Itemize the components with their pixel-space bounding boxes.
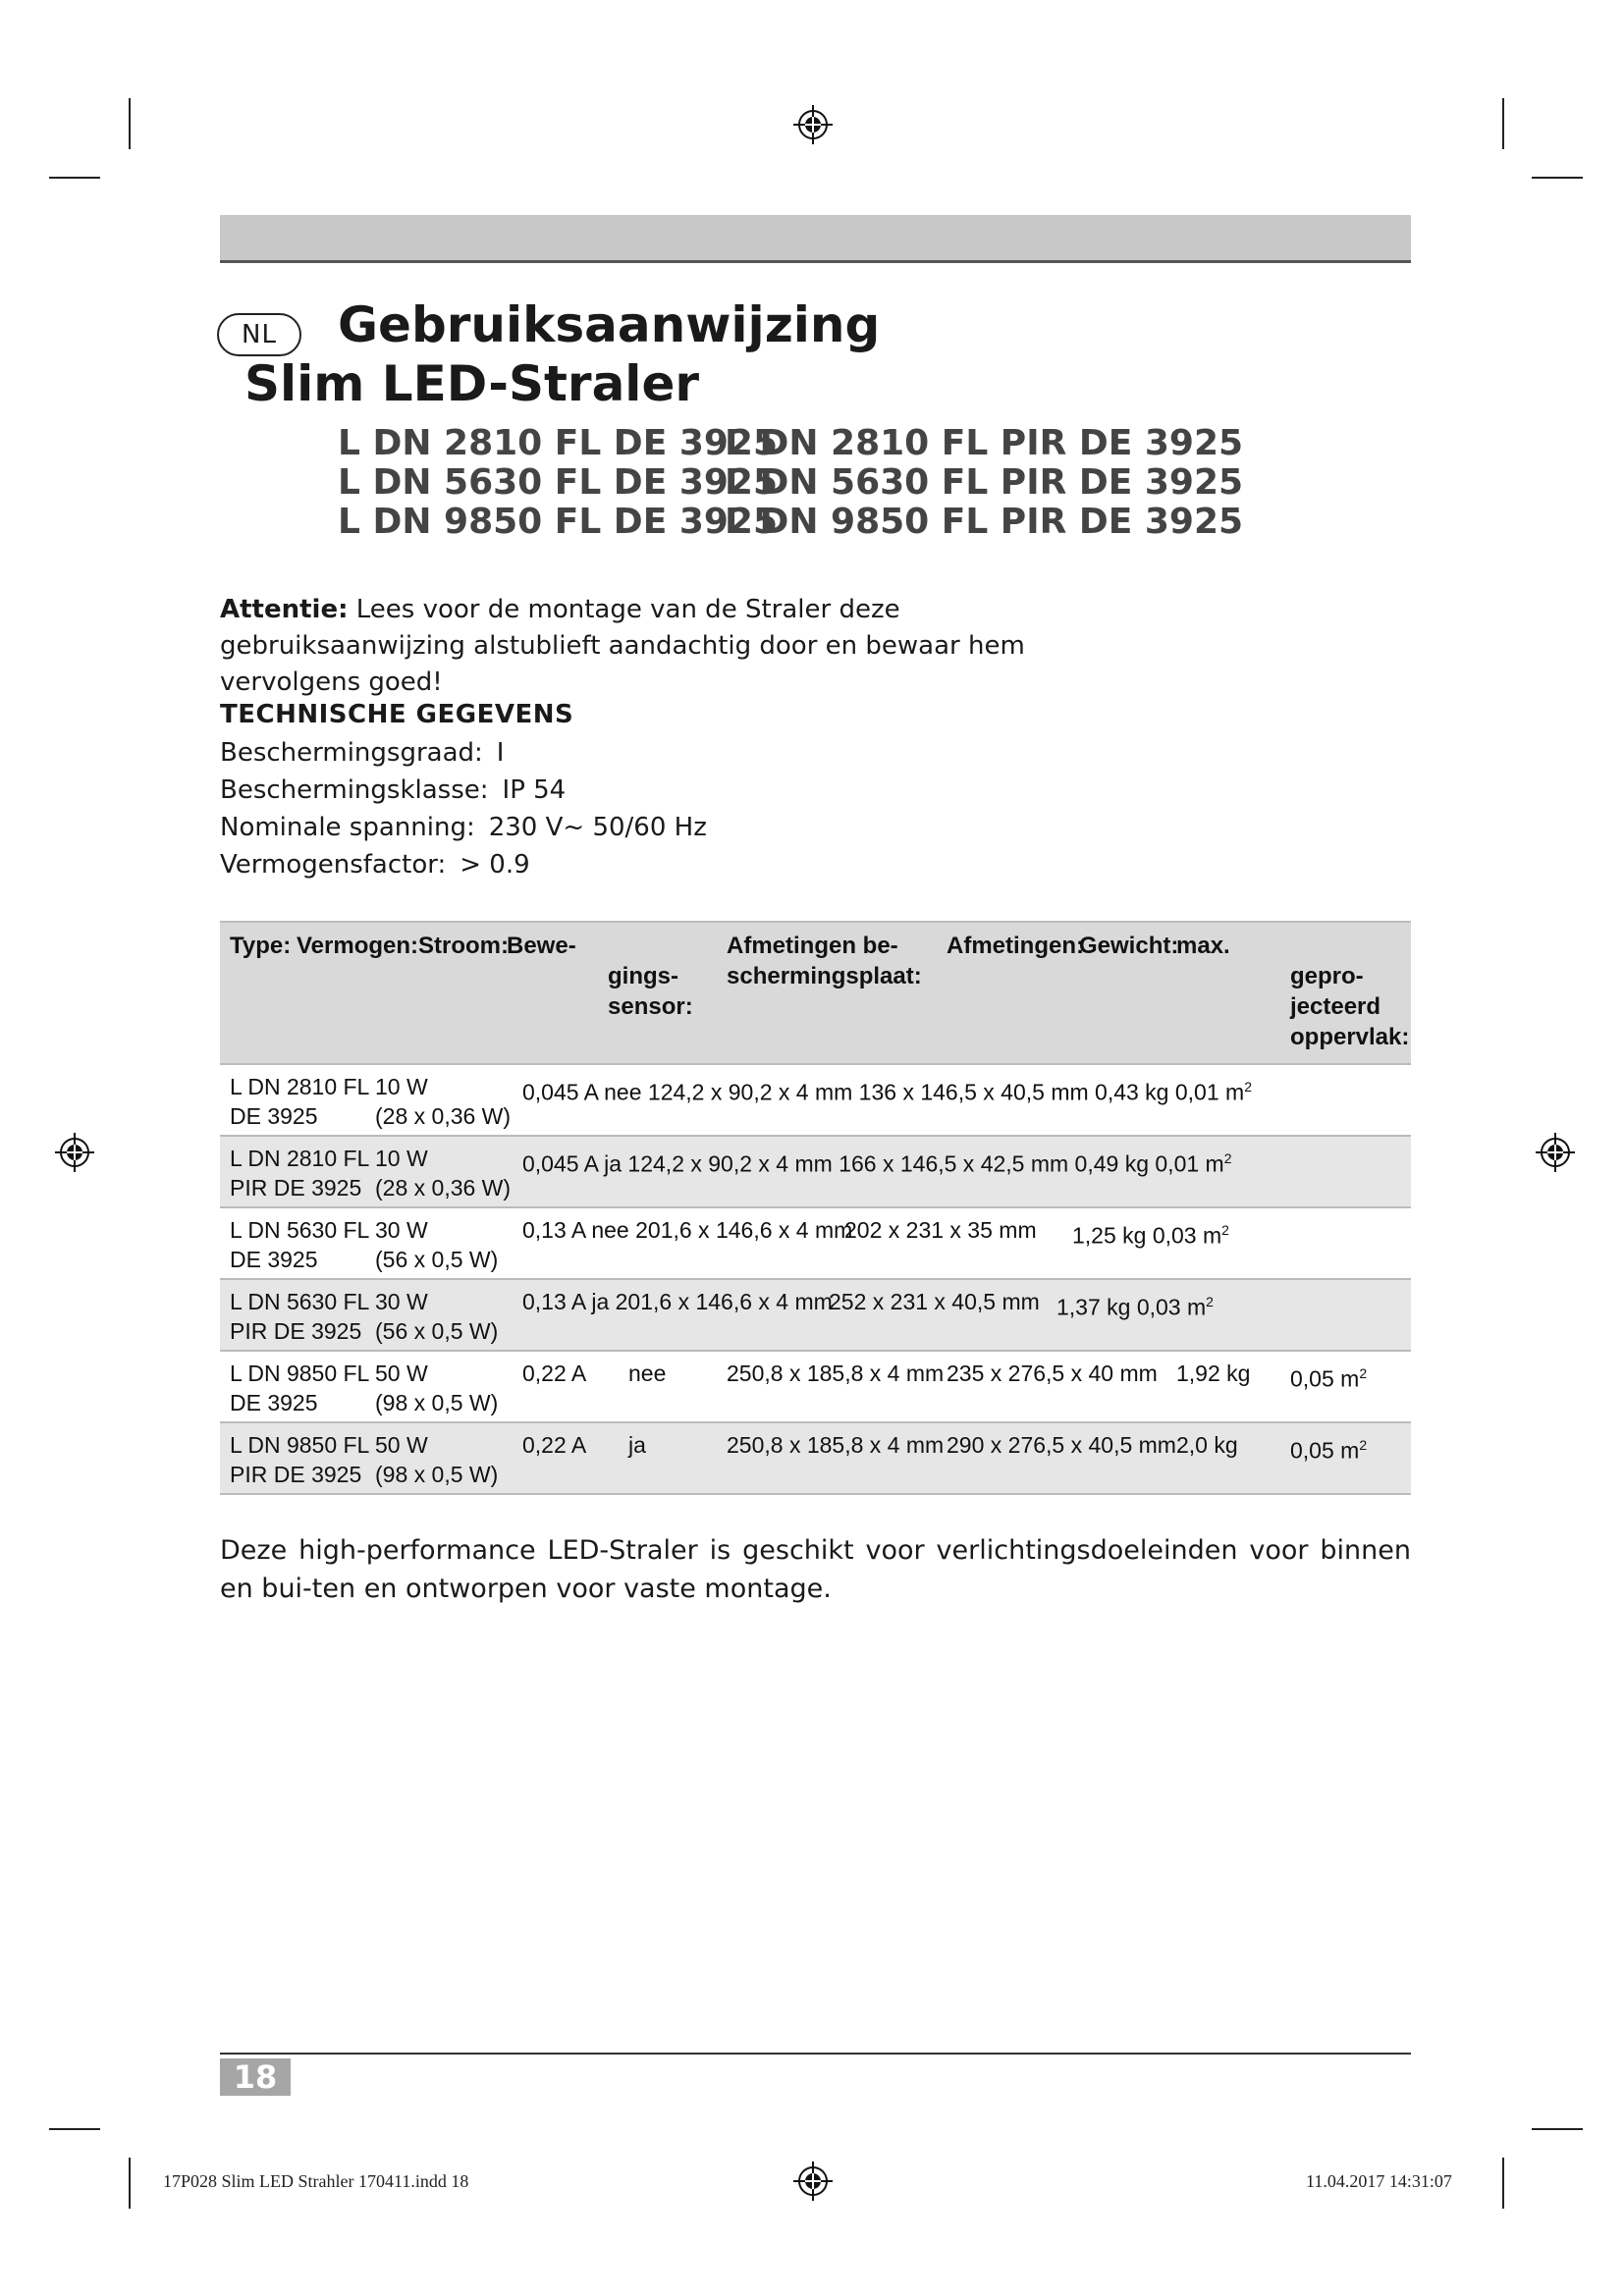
cell-area <box>1290 1358 1367 1396</box>
cell-power: (98 x 0,5 W) <box>375 1390 499 1415</box>
crop-mark <box>1532 177 1583 179</box>
registration-mark-icon <box>793 2162 833 2201</box>
file-slug: 17P028 Slim LED Strahler 170411.indd 18 <box>163 2171 469 2191</box>
superscript: 2 <box>1223 1150 1232 1166</box>
superscript: 2 <box>1359 1437 1368 1453</box>
column-header-sensor: gings- <box>608 963 678 989</box>
registration-mark-icon <box>793 105 833 144</box>
spec-label: Beschermingsklasse: <box>220 775 489 805</box>
cell-power: (98 x 0,5 W) <box>375 1462 499 1487</box>
model-number: L DN 9850 FL DE 3925 <box>338 502 779 542</box>
model-number: L DN 2810 FL PIR DE 3925 <box>725 423 1244 463</box>
cell-power: 30 W <box>375 1289 428 1314</box>
cell-weight: 2,0 kg <box>1176 1432 1238 1458</box>
model-number: L DN 5630 FL DE 3925 <box>338 462 779 503</box>
cell-dims: 252 x 231 x 40,5 mm <box>829 1289 1040 1314</box>
column-header-area: gepro- <box>1290 963 1364 989</box>
superscript: 2 <box>1244 1079 1252 1095</box>
spec-line <box>220 738 504 768</box>
cell-sensor: nee <box>628 1361 667 1386</box>
spec-label: Beschermingsgraad: <box>220 738 483 768</box>
cell-plate: 250,8 x 185,8 x 4 mm <box>727 1361 945 1386</box>
cell-type: L DN 5630 FL <box>230 1217 370 1243</box>
spec-line <box>220 850 530 880</box>
print-timestamp: 11.04.2017 14:31:07 <box>1306 2171 1452 2191</box>
cell-power: 10 W <box>375 1074 428 1099</box>
cell-dims: 235 x 276,5 x 40 mm <box>947 1361 1158 1386</box>
cell-weight-area-text: 1,37 kg 0,03 m <box>1056 1294 1207 1320</box>
header-bar <box>220 215 1411 263</box>
model-number: L DN 9850 FL PIR DE 3925 <box>725 502 1244 542</box>
cell-specs-text: 0,045 A ja 124,2 x 90,2 x 4 mm 166 x 146,5 x 42,5 mm 0,49 kg 0,01 m <box>522 1150 1224 1177</box>
table-row <box>220 1065 1411 1137</box>
attention-label: Attentie: <box>220 595 349 624</box>
cell-current: 0,22 A <box>522 1361 587 1386</box>
cell-type: L DN 9850 FL <box>230 1432 370 1458</box>
cell-sensor: ja <box>628 1432 646 1458</box>
cell-power: (56 x 0,5 W) <box>375 1247 499 1272</box>
model-row <box>338 424 1243 463</box>
cell-power: 10 W <box>375 1146 428 1171</box>
crop-mark <box>49 177 100 179</box>
page-number: 18 <box>220 2058 291 2096</box>
crop-mark <box>1502 2158 1504 2209</box>
footer-rule <box>220 2053 1411 2055</box>
cell-type: DE 3925 <box>230 1247 318 1272</box>
crop-mark <box>49 2128 100 2130</box>
column-header-plate: schermingsplaat: <box>727 963 922 989</box>
cell-weight-area <box>1072 1214 1229 1253</box>
model-row <box>338 503 1243 542</box>
table-header <box>220 921 1411 1065</box>
cell-type: PIR DE 3925 <box>230 1175 362 1201</box>
cell-current: 0,22 A <box>522 1432 587 1458</box>
cell-area <box>1290 1429 1367 1468</box>
superscript: 2 <box>1359 1365 1368 1381</box>
attention-notice <box>220 592 1153 701</box>
model-list <box>338 424 1243 542</box>
crop-mark <box>1532 2128 1583 2130</box>
spec-table <box>220 921 1411 1495</box>
attention-text: Lees voor de montage van de Straler deze gebruiksaanwijzing alstublieft aandachtig door en bewaar hem vervolgens goed! <box>220 595 1025 697</box>
column-header-area: oppervlak: <box>1290 1024 1410 1050</box>
cell-power: 50 W <box>375 1432 428 1458</box>
column-header-weight: Gewicht: <box>1079 933 1179 959</box>
cell-specs <box>522 1071 1252 1109</box>
column-header-sensor: sensor: <box>608 993 693 1020</box>
section-heading: TECHNISCHE GEGEVENS <box>220 700 574 729</box>
cell-plate: 250,8 x 185,8 x 4 mm <box>727 1432 945 1458</box>
table-row <box>220 1352 1411 1423</box>
cell-weight: 1,92 kg <box>1176 1361 1251 1386</box>
spec-label: Vermogensfactor: <box>220 850 447 880</box>
column-header-power: Vermogen: <box>297 933 419 959</box>
cell-type: DE 3925 <box>230 1390 318 1415</box>
cell-area-text: 0,05 m <box>1290 1437 1360 1464</box>
cell-power: (56 x 0,5 W) <box>375 1318 499 1344</box>
cell-power: (28 x 0,36 W) <box>375 1103 512 1129</box>
registration-mark-icon <box>55 1133 94 1172</box>
cell-type: L DN 2810 FL <box>230 1146 370 1171</box>
spec-value: > 0.9 <box>460 850 530 880</box>
cell-dims: 290 x 276,5 x 40,5 mm <box>947 1432 1176 1458</box>
spec-value: I <box>496 738 505 768</box>
cell-power: 30 W <box>375 1217 428 1243</box>
spec-value: IP 54 <box>502 775 567 805</box>
page-title: Gebruiksaanwijzing <box>338 296 881 353</box>
table-row <box>220 1137 1411 1208</box>
cell-dims: 202 x 231 x 35 mm <box>844 1217 1037 1243</box>
model-number: L DN 2810 FL DE 3925 <box>338 423 779 463</box>
cell-specs: 0,13 A nee 201,6 x 146,6 x 4 mm <box>522 1217 853 1243</box>
column-header-area: jecteerd <box>1290 993 1381 1020</box>
cell-area-text: 0,05 m <box>1290 1365 1360 1392</box>
model-number: L DN 5630 FL PIR DE 3925 <box>725 462 1244 503</box>
cell-weight-area <box>1056 1286 1214 1324</box>
language-badge: NL <box>217 313 301 356</box>
cell-type: L DN 2810 FL <box>230 1074 370 1099</box>
cell-power: 50 W <box>375 1361 428 1386</box>
spec-line <box>220 775 566 805</box>
crop-mark <box>129 2158 131 2209</box>
closing-paragraph: Deze high-performance LED-Straler is geschikt voor verlichtingsdoeleinden voor binnen en bui-ten en ontworpen voor vaste montage. <box>220 1535 1411 1604</box>
column-header-current: Stroom: <box>418 933 509 959</box>
column-header-plate: Afmetingen be- <box>727 933 898 959</box>
superscript: 2 <box>1221 1222 1229 1238</box>
crop-mark <box>1502 98 1504 149</box>
column-header-dims: Afmetingen: <box>947 933 1084 959</box>
cell-specs: 0,13 A ja 201,6 x 146,6 x 4 mm <box>522 1289 833 1314</box>
cell-type: PIR DE 3925 <box>230 1318 362 1344</box>
cell-type: L DN 9850 FL <box>230 1361 370 1386</box>
model-row <box>338 463 1243 503</box>
column-header-sensor: Bewe- <box>507 933 576 959</box>
cell-weight-area-text: 1,25 kg 0,03 m <box>1072 1222 1222 1249</box>
table-row <box>220 1280 1411 1352</box>
spec-line <box>220 813 707 842</box>
cell-power: (28 x 0,36 W) <box>375 1175 512 1201</box>
spec-label: Nominale spanning: <box>220 813 475 842</box>
table-row <box>220 1208 1411 1280</box>
cell-type: DE 3925 <box>230 1103 318 1129</box>
column-header-area: max. <box>1176 933 1230 959</box>
crop-mark <box>129 98 131 149</box>
spec-value: 230 V~ 50/60 Hz <box>488 813 707 842</box>
cell-specs-text: 0,045 A nee 124,2 x 90,2 x 4 mm 136 x 146,5 x 40,5 mm 0,43 kg 0,01 m <box>522 1079 1245 1105</box>
cell-specs <box>522 1143 1232 1181</box>
cell-type: PIR DE 3925 <box>230 1462 362 1487</box>
product-name: Slim LED-Straler <box>244 355 700 412</box>
registration-mark-icon <box>1536 1133 1575 1172</box>
column-header-type: Type: <box>230 933 292 959</box>
superscript: 2 <box>1206 1294 1214 1309</box>
table-row <box>220 1423 1411 1495</box>
cell-type: L DN 5630 FL <box>230 1289 370 1314</box>
